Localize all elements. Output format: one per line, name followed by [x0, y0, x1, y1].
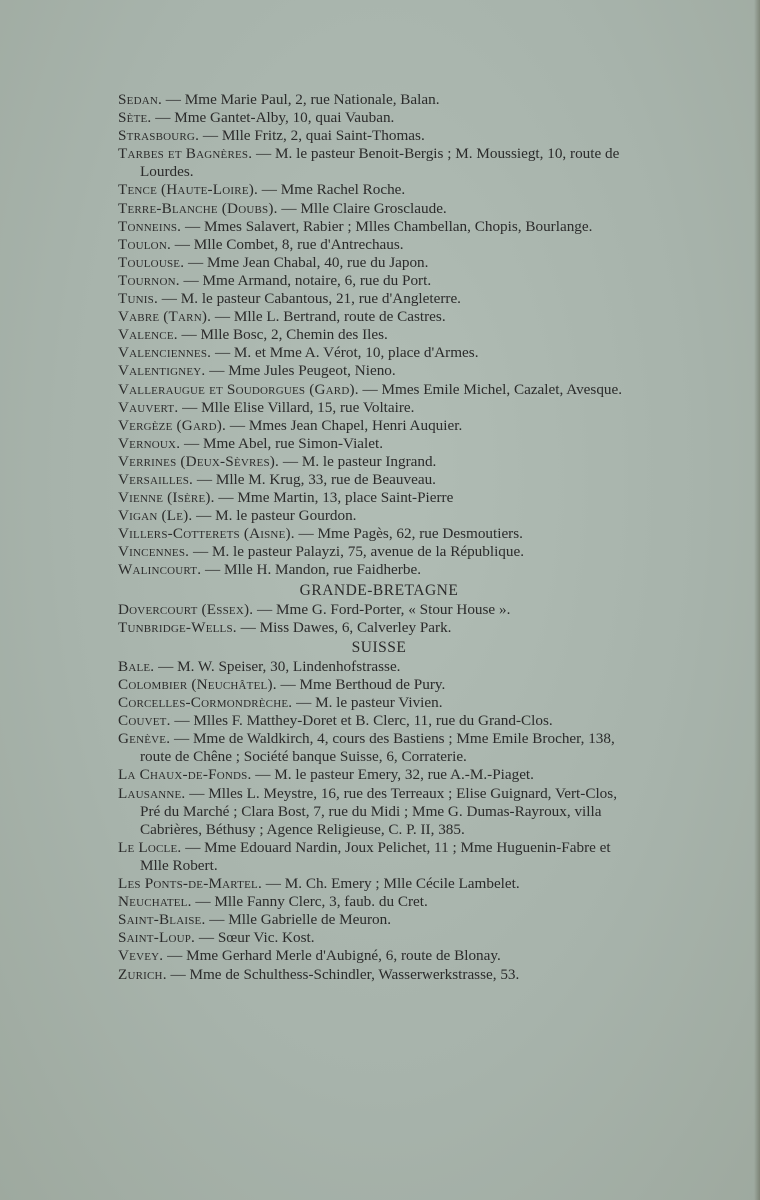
entry-place: Valleraugue et Soudorgues (Gard). [118, 380, 359, 398]
entry-place: Vigan (Le). [118, 507, 193, 525]
entry-details: — Mme Edouard Nardin, Joux Pelichet, 11 ; Mme Huguenin-Fabre et Mlle Robert. [140, 838, 611, 874]
entry-details: — Mme Abel, rue Simon-Vialet. [180, 434, 384, 452]
entry-details: — Mlle Elise Villard, 15, rue Voltaire. [178, 398, 415, 416]
entry-place: Terre-Blanche (Doubs). [118, 199, 278, 217]
entry-details: — M. le pasteur Cabantous, 21, rue d'Angleterre. [157, 290, 461, 308]
entry-details: — Mme de Waldkirch, 4, cours des Bastiens ; Mme Emile Brocher, 138, route de Chêne ; Société banque Suisse, 6, Corraterie. [140, 730, 615, 766]
entry-place: Tonneins. [118, 217, 182, 235]
entry-place: Strasbourg. [118, 127, 200, 145]
entry-place: Vauvert. [118, 398, 179, 416]
entry-place: Vienne (Isère). [118, 489, 215, 507]
entry-details: — Mme Gerhard Merle d'Aubigné, 6, route de Blonay. [163, 947, 501, 965]
directory-entry [118, 200, 640, 218]
entry-details: — M. W. Speiser, 30, Lindenhofstrasse. [154, 657, 401, 675]
entry-place: Versailles. [118, 470, 194, 488]
entry-place: Saint-Blaise. [118, 911, 206, 929]
directory-entry [118, 929, 640, 947]
entry-details: — Mlle Fanny Clerc, 3, faub. du Cret. [191, 893, 428, 911]
directory-entry [118, 145, 640, 181]
directory-entry [118, 272, 640, 290]
entry-place: Vergèze (Gard). [118, 416, 227, 434]
directory-entry [118, 893, 640, 911]
directory-entry [118, 290, 640, 308]
entry-details: — M. et Mme A. Vérot, 10, place d'Armes. [211, 344, 479, 362]
entry-details: — Mmes Salavert, Rabier ; Mlles Chambellan, Chopis, Bourlange. [181, 217, 593, 235]
entry-details: — Mlles F. Matthey-Doret et B. Clerc, 11, rue du Grand-Clos. [170, 712, 553, 730]
entry-details: — Mme Marie Paul, 2, rue Nationale, Balan. [162, 91, 440, 108]
directory-entry [118, 362, 640, 380]
entry-place: Zurich. [118, 965, 167, 983]
entry-place: Sedan. [118, 91, 162, 108]
directory-entry [118, 453, 640, 471]
suisse-section [118, 658, 640, 984]
entry-place: Tarbes et Bagnères. [118, 145, 253, 163]
entry-place: Villers-Cotterets (Aisne). [118, 525, 295, 543]
entry-details: — Mme Pagès, 62, rue Desmoutiers. [294, 525, 523, 543]
entry-details: — Mlle Gabrielle de Meuron. [205, 911, 392, 929]
directory-entry [118, 127, 640, 145]
entry-details: — Mme Armand, notaire, 6, rue du Port. [179, 271, 432, 289]
entry-details: — Mlle Claire Grosclaude. [277, 199, 447, 217]
directory-entry [118, 218, 640, 236]
directory-entry [118, 181, 640, 199]
directory-entry [118, 254, 640, 272]
entry-details: — M. le pasteur Emery, 32, rue A.-M.-Piaget. [251, 766, 534, 784]
entry-details: — Mlle Combet, 8, rue d'Antrechaus. [170, 235, 404, 253]
directory-entry [118, 911, 640, 929]
page-edge [754, 0, 760, 1200]
directory-entry [118, 507, 640, 525]
directory-entry [118, 947, 640, 965]
entry-details: — M. le pasteur Gourdon. [192, 507, 357, 525]
entry-details: — M. le pasteur Ingrand. [279, 452, 437, 470]
entry-details: — M. le pasteur Benoit-Bergis ; M. Moussiegt, 10, route de Lourdes. [140, 145, 620, 181]
entry-details: — M. Ch. Emery ; Mlle Cécile Lambelet. [261, 875, 520, 893]
directory-entry [118, 435, 640, 453]
entry-details: — Mme G. Ford-Porter, « Stour House ». [253, 600, 511, 618]
entry-details: — Mme Gantet-Alby, 10, quai Vauban. [151, 109, 395, 127]
directory-entry [118, 712, 640, 730]
france-section [118, 91, 640, 580]
directory-entry [118, 399, 640, 417]
entry-place: Vernoux. [118, 434, 181, 452]
entry-place: La Chaux-de-Fonds. [118, 766, 252, 784]
entry-place: Corcelles-Cormondrèche. [118, 694, 293, 712]
entry-place: Tunis. [118, 290, 158, 308]
entry-details: — M. le pasteur Palayzi, 75, avenue de la République. [189, 543, 525, 561]
directory-entry [118, 694, 640, 712]
entry-place: Valentigney. [118, 362, 206, 380]
directory-entry [118, 561, 640, 579]
entry-details: — Mme de Schulthess-Schindler, Wasserwerkstrasse, 53. [166, 965, 520, 983]
directory-entry [118, 658, 640, 676]
entry-place: Le Locle. [118, 838, 182, 856]
entry-details: — Mlle M. Krug, 33, rue de Beauveau. [193, 470, 436, 488]
grande-bretagne-section [118, 601, 640, 637]
entry-place: Saint-Loup. [118, 929, 196, 947]
entry-place: Vevey. [118, 947, 164, 965]
entry-details: — Mlle Bosc, 2, Chemin des Iles. [177, 326, 388, 344]
entry-place: Colombier (Neuchâtel). [118, 676, 277, 693]
entry-place: Toulouse. [118, 253, 185, 271]
entry-details: — Sœur Vic. Kost. [195, 929, 315, 947]
directory-entry [118, 236, 640, 254]
directory-entry [118, 875, 640, 893]
entry-place: Neuchatel. [118, 893, 192, 911]
entry-place: Genève. [118, 730, 171, 748]
directory-entry [118, 525, 640, 543]
entry-place: Tournon. [118, 271, 180, 289]
directory-entry [118, 417, 640, 435]
entry-place: Valence. [118, 326, 178, 344]
directory-entry [118, 381, 640, 399]
entry-details: — Mmes Emile Michel, Cazalet, Avesque. [358, 380, 623, 398]
directory-list [118, 91, 640, 984]
entry-details: — Mlle L. Bertrand, route de Castres. [211, 308, 446, 326]
directory-entry [118, 730, 640, 766]
directory-entry [118, 326, 640, 344]
entry-place: Vincennes. [118, 543, 190, 561]
entry-place: Toulon. [118, 235, 171, 253]
entry-place: Les Ponts-de-Martel. [118, 875, 262, 893]
entry-details: — Mme Berthoud de Pury. [276, 676, 446, 693]
directory-entry [118, 966, 640, 984]
directory-entry [118, 471, 640, 489]
entry-place: Walincourt. [118, 561, 202, 579]
entry-details: — Mmes Jean Chapel, Henri Auquier. [226, 416, 463, 434]
directory-entry [118, 109, 640, 127]
entry-details: — Mlles L. Meystre, 16, rue des Terreaux ; Elise Guignard, Vert-Clos, Pré du Marché ; Clara Bost, 7, rue du Midi ; Mme G. Dumas-Rayroux, villa Cabrières, Béthusy ; Agence Religieuse, C. P. II, 385. [140, 784, 617, 838]
entry-details: — Mme Jean Chabal, 40, rue du Japon. [184, 253, 429, 271]
entry-details: — Mlle H. Mandon, rue Faidherbe. [201, 561, 421, 579]
directory-entry [118, 308, 640, 326]
directory-entry [118, 766, 640, 784]
entry-place: Dovercourt (Essex). [118, 600, 254, 618]
directory-entry [118, 676, 640, 694]
entry-place: Lausanne. [118, 784, 186, 802]
directory-entry [118, 91, 640, 109]
entry-place: Couvet. [118, 712, 171, 730]
directory-entry [118, 543, 640, 561]
directory-entry [118, 344, 640, 362]
entry-place: Sète. [118, 109, 152, 127]
directory-entry [118, 489, 640, 507]
heading-suisse: SUISSE [351, 638, 407, 656]
entry-details: — M. le pasteur Vivien. [292, 694, 443, 712]
entry-place: Tunbridge-Wells. [118, 618, 237, 636]
entry-details: — Miss Dawes, 6, Calverley Park. [236, 618, 452, 636]
entry-place: Bale. [118, 657, 155, 675]
directory-entry [118, 785, 640, 839]
entry-place: Vabre (Tarn). [118, 308, 212, 326]
entry-place: Tence (Haute-Loire). [118, 181, 258, 199]
entry-place: Valenciennes. [118, 344, 212, 362]
heading-grande-bretagne: GRANDE-BRETAGNE [299, 581, 459, 599]
entry-place: Verrines (Deux-Sèvres). [118, 452, 280, 470]
directory-entry [118, 619, 640, 637]
entry-details: — Mme Rachel Roche. [258, 181, 406, 199]
entry-details: — Mlle Fritz, 2, quai Saint-Thomas. [199, 127, 425, 145]
entry-details: — Mme Martin, 13, place Saint-Pierre [214, 489, 454, 507]
entry-details: — Mme Jules Peugeot, Nieno. [205, 362, 396, 380]
directory-entry [118, 839, 640, 875]
directory-entry [118, 601, 640, 619]
